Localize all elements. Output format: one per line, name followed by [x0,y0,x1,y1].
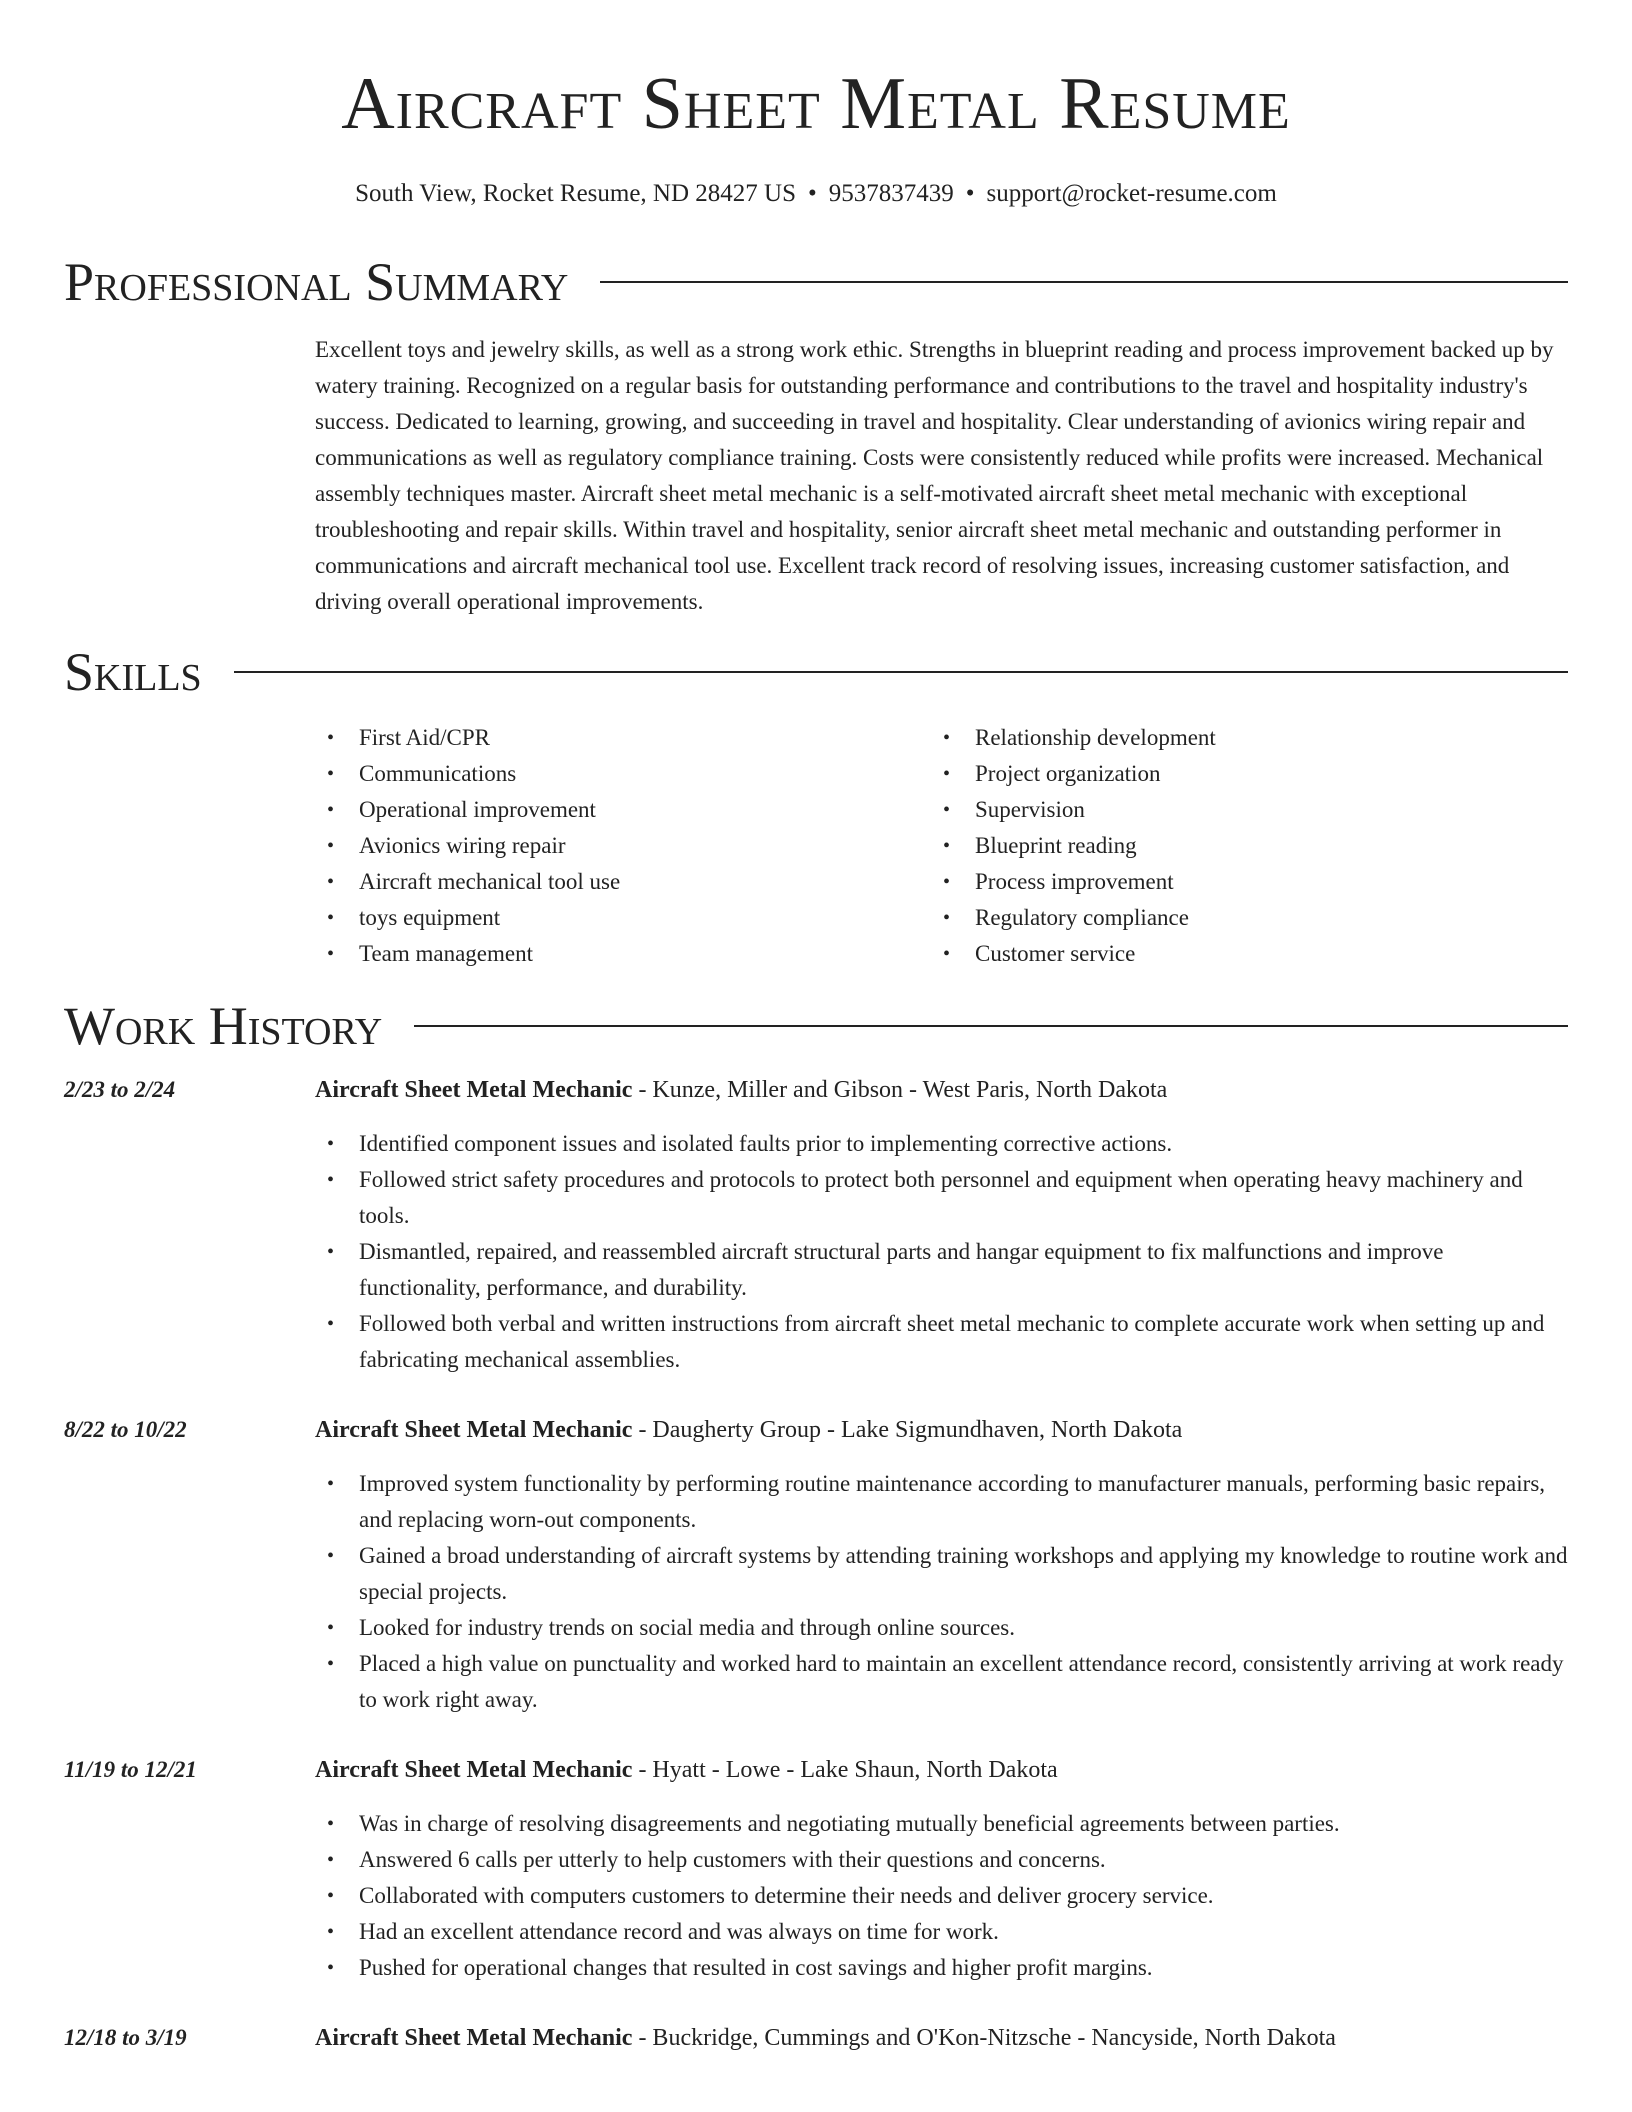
job-bullet: • Gained a broad understanding of aircraft systems by attending training workshops and applying my knowledge to routine work and special projects. [315,1538,1568,1610]
job-bullet: • Answered 6 calls per utterly to help customers with their questions and concerns. [315,1842,1568,1878]
job-bullet: • Placed a high value on punctuality and worked hard to maintain an excellent attendance record, consistently arriving at work ready to work right away. [315,1646,1568,1718]
skill-item: • Project organization [931,756,1547,792]
job-bullet: • Looked for industry trends on social media and through online sources. [315,1610,1568,1646]
job-title-line [315,1412,1568,1448]
skills-column-right [931,720,1547,972]
skill-item: • Aircraft mechanical tool use [315,864,931,900]
work-section-header [64,994,1568,1058]
job-bullet: • Collaborated with computers customers to determine their needs and deliver grocery service. [315,1878,1568,1914]
job-entry [64,1752,1568,1986]
job-bullet: • Had an excellent attendance record and was always on time for work. [315,1914,1568,1950]
work-heading: Work History [64,996,383,1056]
job-bullet: • Pushed for operational changes that resulted in cost savings and higher profit margins. [315,1950,1568,1986]
job-bullet: • Was in charge of resolving disagreements and negotiating mutually beneficial agreements between parties. [315,1806,1568,1842]
job-role: Aircraft Sheet Metal Mechanic [315,1757,633,1783]
contact-email: support@rocket-resume.com [986,180,1277,207]
section-divider [414,1025,1568,1027]
contact-address: South View, Rocket Resume, ND 28427 US [355,180,797,207]
contact-line [64,178,1568,210]
job-bullet: • Followed strict safety procedures and protocols to protect both personnel and equipment when operating heavy machinery and tools. [315,1162,1568,1234]
summary-heading: Professional Summary [64,252,569,312]
skill-item: • Relationship development [931,720,1547,756]
job-title-line [315,1072,1568,1108]
job-employer: - Daugherty Group - Lake Sigmundhaven, North Dakota [632,1417,1183,1443]
section-divider [600,281,1568,283]
job-employer: - Hyatt - Lowe - Lake Shaun, North Dakota [632,1757,1058,1783]
job-dates: 11/19 to 12/21 [64,1757,197,1782]
skill-item: • First Aid/CPR [315,720,931,756]
skill-item: • Customer service [931,936,1547,972]
skill-item: • toys equipment [315,900,931,936]
summary-text: Excellent toys and jewelry skills, as well as a strong work ethic. Strengths in blueprint reading and process improvement backed up by watery training. Recognized on a regular basis for outstanding performance and contributions to the travel and hospitality industry's success. Dedicated to learning, growing, and succeeding in travel and hospitality. Clear understanding of avionics wiring repair and communications as well as regulatory compliance training. Costs were consistently reduced while profits were increased. Mechanical assembly techniques master. Aircraft sheet metal mechanic is a self-motivated aircraft sheet metal mechanic with exceptional troubleshooting and repair skills. Within travel and hospitality, senior aircraft sheet metal mechanic and outstanding performer in communications and aircraft mechanical tool use. Excellent track record of resolving issues, increasing customer satisfaction, and driving overall operational improvements. [315,337,1554,614]
job-bullet: • Identified component issues and isolated faults prior to implementing corrective actions. [315,1126,1568,1162]
summary-section-header [64,250,1568,314]
job-title-line [315,2020,1568,2056]
section-divider [234,671,1568,673]
skill-item: • Blueprint reading [931,828,1547,864]
job-bullet: • Dismantled, repaired, and reassembled aircraft structural parts and hangar equipment to fix malfunctions and improve functionality, performance, and durability. [315,1234,1568,1306]
skill-item: • Operational improvement [315,792,931,828]
skill-item: • Team management [315,936,931,972]
skills-column-left [315,720,931,972]
job-entry [64,2020,1568,2056]
job-entry [64,1072,1568,1378]
skill-item: • Communications [315,756,931,792]
job-bullet: • Followed both verbal and written instructions from aircraft sheet metal mechanic to complete accurate work when setting up and fabricating mechanical assemblies. [315,1306,1568,1378]
job-title-line [315,1752,1568,1788]
job-role: Aircraft Sheet Metal Mechanic [315,2025,633,2051]
contact-separator: • [965,180,975,207]
job-bullet: • Improved system functionality by performing routine maintenance according to manufacturer manuals, performing basic repairs, and replacing worn-out components. [315,1466,1568,1538]
skill-item: • Avionics wiring repair [315,828,931,864]
contact-separator: • [808,180,817,207]
job-employer: - Kunze, Miller and Gibson - West Paris, North Dakota [632,1077,1168,1103]
job-dates: 2/23 to 2/24 [64,1077,176,1102]
job-employer: - Buckridge, Cummings and O'Kon-Nitzsche - Nancyside, North Dakota [632,2025,1336,2051]
job-role: Aircraft Sheet Metal Mechanic [315,1417,633,1443]
skills-section-header [64,640,1568,704]
job-dates: 8/22 to 10/22 [64,1417,187,1442]
skill-item: • Process improvement [931,864,1547,900]
skill-item: • Regulatory compliance [931,900,1547,936]
job-entry [64,1412,1568,1718]
skill-item: • Supervision [931,792,1547,828]
skills-heading: Skills [64,642,202,702]
job-role: Aircraft Sheet Metal Mechanic [315,1077,633,1103]
contact-phone: 9537837439 [828,180,954,207]
job-dates: 12/18 to 3/19 [64,2025,187,2050]
resume-title: Aircraft Sheet Metal Resume [341,63,1291,145]
skills-list [315,720,1568,972]
